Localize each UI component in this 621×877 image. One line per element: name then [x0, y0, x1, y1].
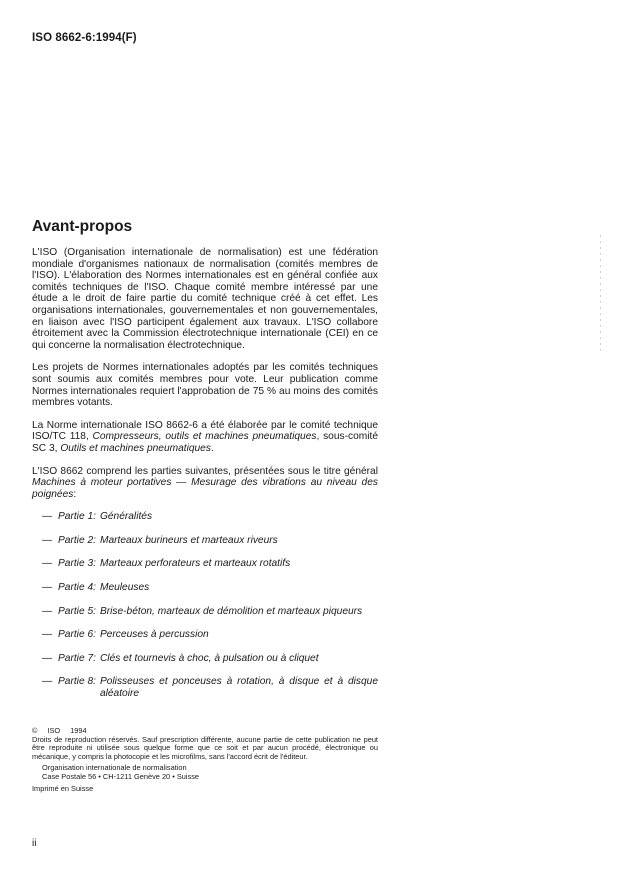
list-item — [32, 653, 378, 665]
scan-artifact — [600, 235, 601, 355]
part-title: Brise-béton, marteaux de démolition et marteaux piqueurs — [99, 605, 363, 617]
subcommittee-name: Outils et machines pneumatiques — [60, 442, 211, 454]
part-title: Clés et tournevis à choc, à pulsation ou à cliquet — [99, 652, 319, 664]
list-item — [32, 535, 378, 547]
list-dash: — — [42, 558, 53, 570]
part-title: Perceuses à percussion — [99, 629, 209, 641]
page-number: ii — [32, 838, 37, 849]
parts-list — [32, 511, 378, 699]
paragraph-committee — [32, 420, 378, 455]
part-title: Polisseuses et ponceuses à rotation, à disque et à disque aléatoire — [99, 676, 378, 700]
list-dash: — — [42, 582, 53, 594]
copyright-year: 1994 — [70, 726, 87, 735]
part-number: Partie 4: — [58, 582, 96, 594]
part-title: Marteaux perforateurs et marteaux rotatifs — [99, 558, 291, 570]
part-number: Partie 2: — [58, 534, 96, 546]
list-item — [32, 606, 378, 618]
part-number: Partie 5: — [58, 605, 96, 617]
committee-text-before: La Norme internationale ISO 8662-6 a été élaborée par le comité technique ISO/TC 118, — [32, 419, 378, 443]
list-dash: — — [42, 534, 53, 546]
list-dash: — — [42, 511, 53, 523]
part-number: Partie 8: — [58, 676, 96, 688]
part-title: Meuleuses — [99, 582, 150, 594]
list-dash: — — [42, 605, 53, 617]
part-title: Marteaux burineurs et marteaux riveurs — [99, 534, 278, 546]
parts-intro-after: : — [73, 488, 77, 500]
list-dash: — — [42, 652, 53, 664]
publisher-org: Organisation internationale de normalisation — [42, 763, 187, 773]
part-number: Partie 7: — [58, 652, 96, 664]
copyright-rights: Droits de reproduction réservés. Sauf prescription différente, aucune partie de cette publication ne peut être reproduite ni utilisée sous quelque forme que ce soit et par aucun procédé, électronique ou mécanique, y compris la photocopie et les microfilms, sans l'accord écrit de l'éditeur. — [32, 734, 378, 761]
general-title: Machines à moteur portatives — Mesurage des vibrations au niveau des poignées — [32, 477, 378, 500]
printed-in: Imprimé en Suisse — [32, 783, 94, 793]
part-number: Partie 1: — [58, 511, 96, 523]
copyright-owner: ISO — [47, 726, 61, 735]
paragraph-iso-intro: L'ISO (Organisation internationale de normalisation) est une fédération mondiale d'organismes nationaux de normalisation (comités membres de l'ISO). L'élaboration des Normes internationales est en général confiée aux comités techniques de l'ISO. Chaque comité membre intéressé par une étude a le droit de faire partie du comité technique créé à cet effet. Les organisations internationales, gouvernementales et non gouvernementales, en liaison avec l'ISO participent également aux travaux. L'ISO collabore étroitement avec la Commission électrotechnique internationale (CEI) en ce qui concerne la normalisation électrotechnique. — [32, 247, 378, 351]
list-dash: — — [42, 676, 53, 688]
list-item — [32, 558, 378, 570]
list-item — [32, 582, 378, 594]
part-number: Partie 6: — [58, 629, 96, 641]
document-id: ISO 8662-6:1994(F) — [32, 32, 137, 44]
section-title: Avant-propos — [32, 218, 133, 235]
parts-intro-before: L'ISO 8662 comprend les parties suivantes, présentées sous le titre général — [32, 465, 378, 477]
committee-text-middle: , sous-comité SC 3, — [32, 431, 378, 454]
committee-name: Compresseurs, outils et machines pneumatiques — [92, 431, 317, 443]
part-number: Partie 3: — [58, 558, 96, 570]
copyright-symbol: © — [32, 726, 38, 735]
list-item — [32, 629, 378, 641]
paragraph-voting: Les projets de Normes internationales adoptés par les comités techniques sont soumis aux comités membres pour vote. Leur publication comme Normes internationales requiert l'approbation de 75 % au moins des comités membres votants. — [32, 362, 378, 409]
paragraph-parts-intro — [32, 466, 378, 501]
list-item — [32, 676, 378, 699]
copyright-block — [32, 727, 378, 793]
list-dash: — — [42, 629, 53, 641]
committee-text-after: . — [210, 442, 214, 454]
foreword-body — [32, 247, 378, 712]
list-item — [32, 511, 378, 523]
part-title: Généralités — [99, 511, 153, 523]
publisher-address: Case Postale 56 • CH-1211 Genève 20 • Suisse — [42, 771, 200, 781]
